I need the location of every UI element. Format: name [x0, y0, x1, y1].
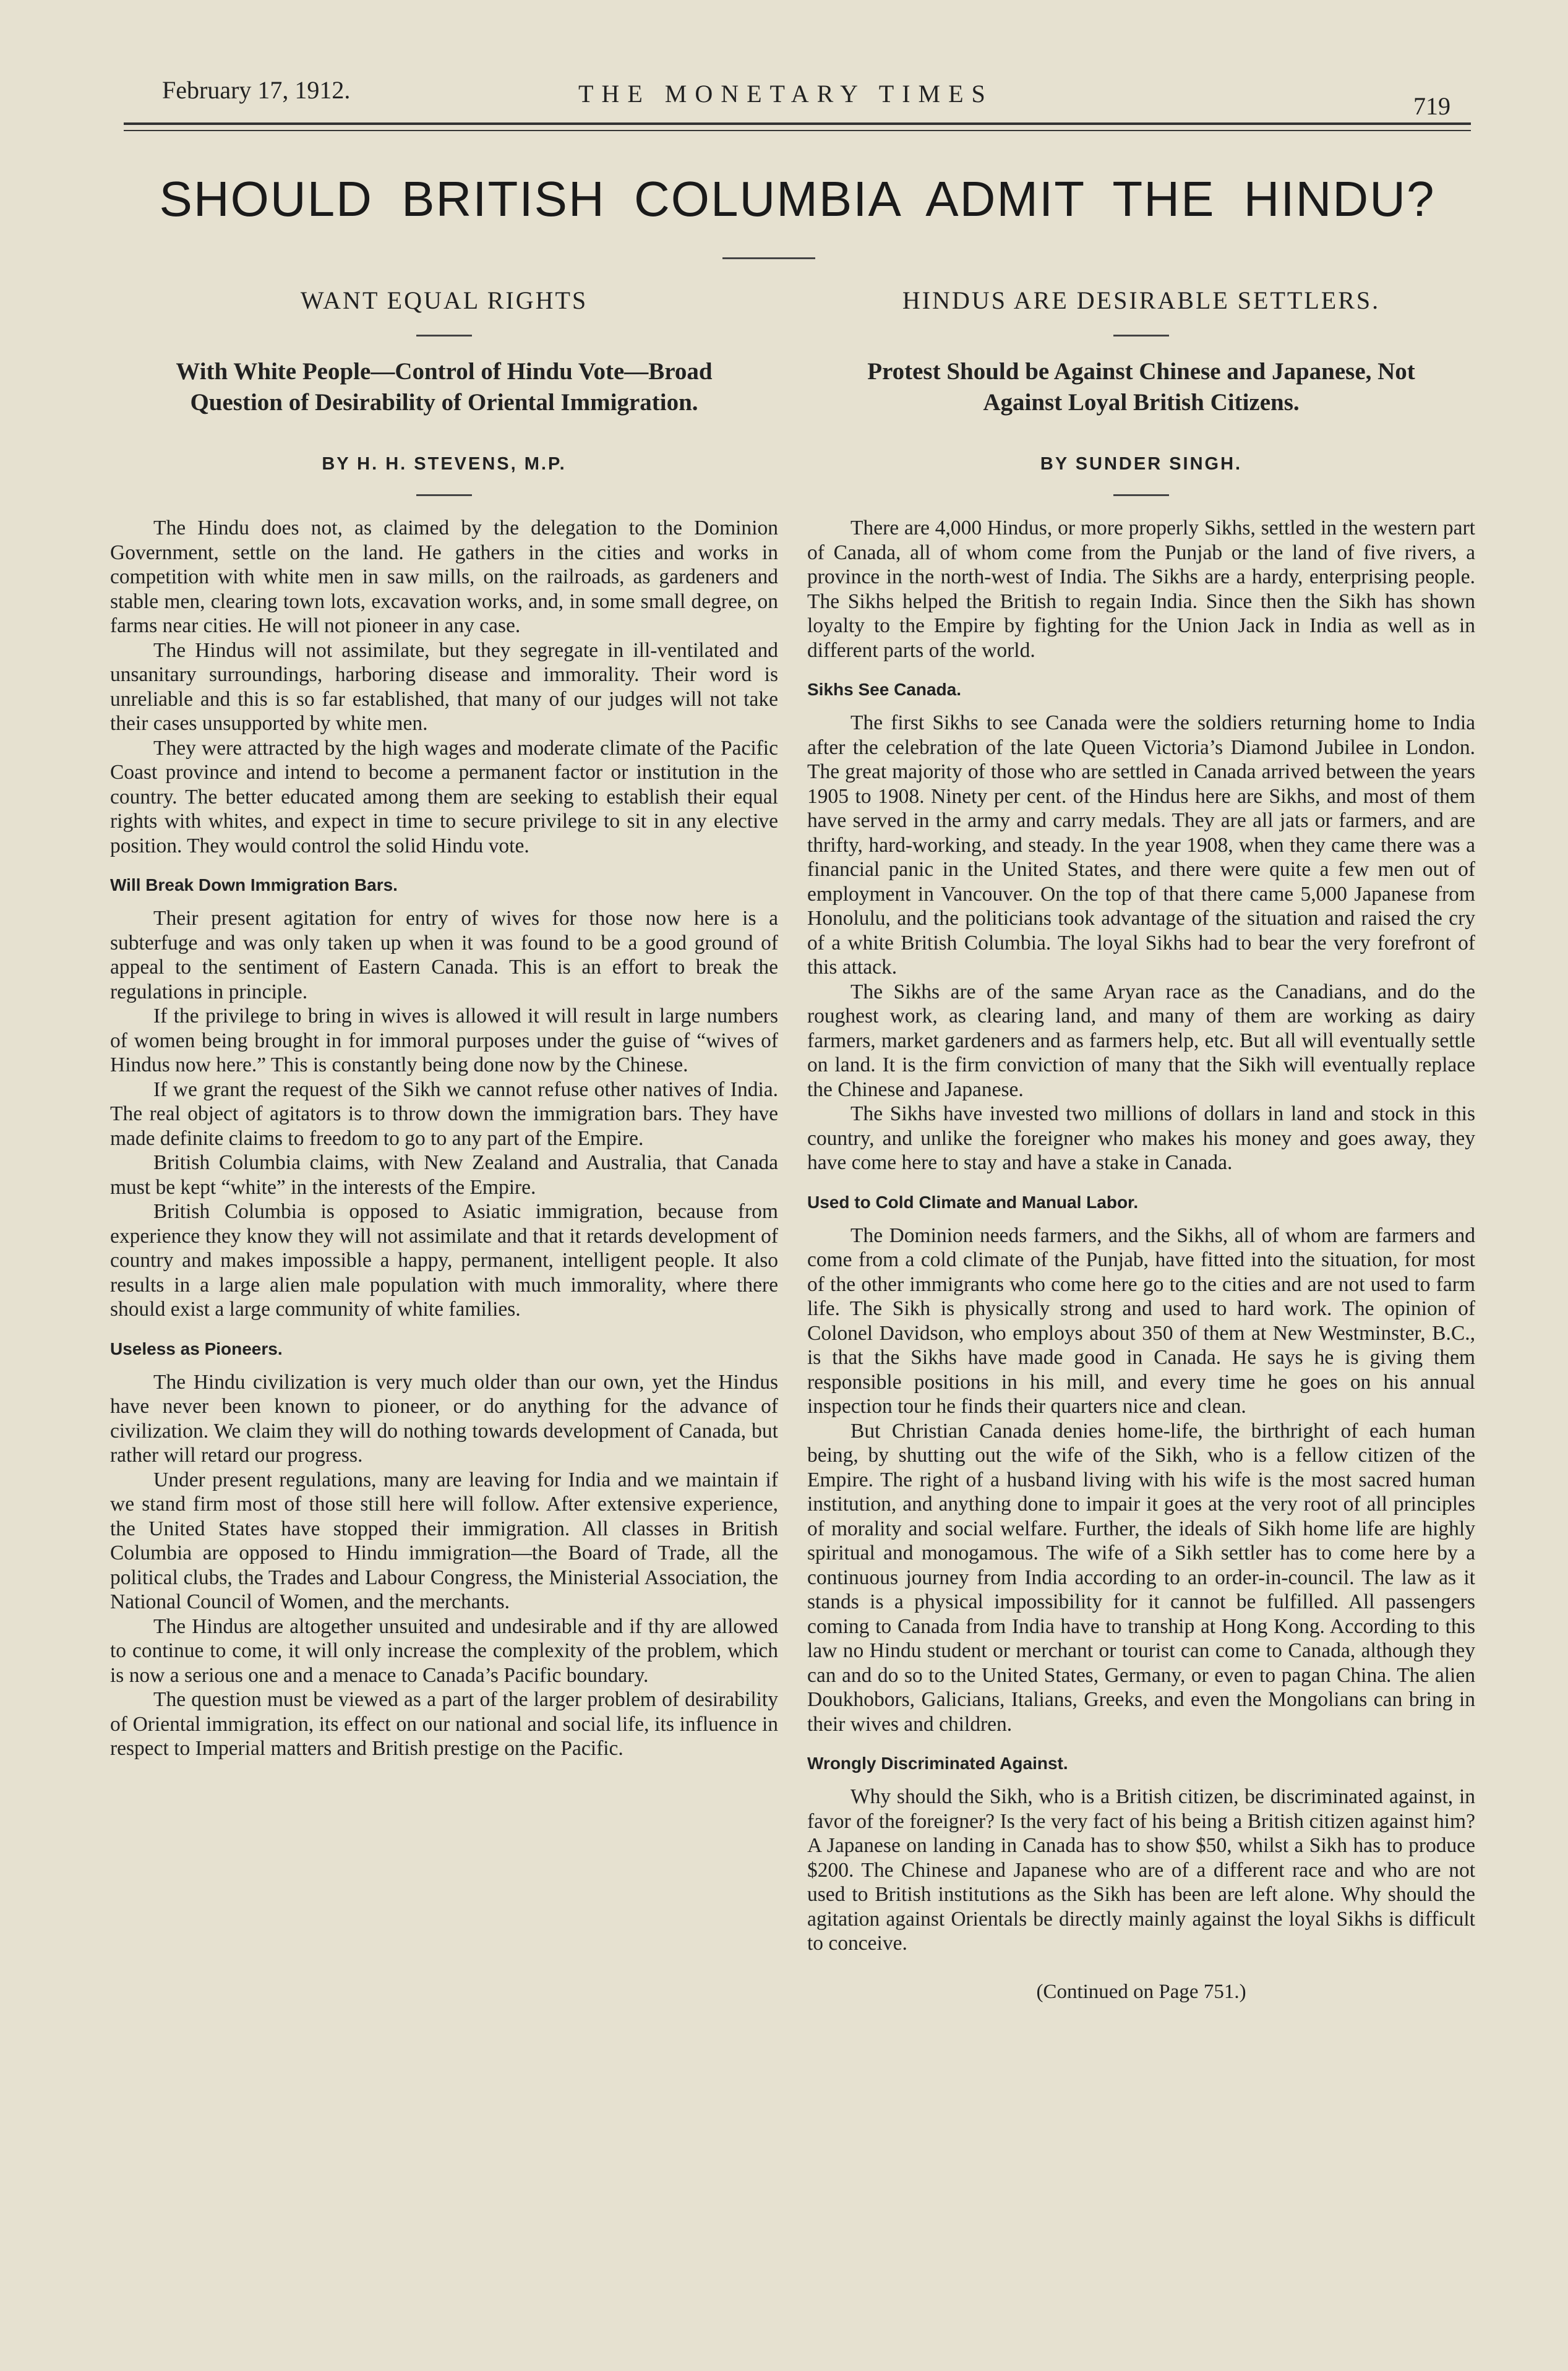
paragraph: The Hindus are altogether unsuited and undesirable and if thy are allowed to continue to come, it will only increase the complexity of the problem, which is now a serious one and a menace to Canada’s Pacific boundary. — [110, 1614, 778, 1687]
subheading: Used to Cold Climate and Manual Labor. — [807, 1192, 1139, 1212]
paragraph: The Sikhs are of the same Aryan race as the Canadians, and do the roughest work, as clearing land, and many of them are working as dairy farmers, market gardeners and as farmers help, etc. But all will eventually settle on land. It is the firm conviction of many that the Sikh will eventually replace the Chinese and Japanese. — [807, 980, 1475, 1101]
paragraph: Under present regulations, many are leaving for India and we maintain if we stand firm most of those still here will follow. After extensive experience, the United States have stopped their immigration. All classes in British Columbia are opposed to Hindu immigration—the Board of Trade, all the political clubs, the Trades and Labour Congress, the Ministerial Association, the National Council of Women, and the merchants. — [110, 1468, 778, 1613]
paragraph: The question must be viewed as a part of the larger problem of desirability of Oriental immigration, its effect on our national and social life, its influence in respect to Imperial matters and British prestige on the Pacific. — [110, 1688, 778, 1760]
masthead: THE MONETARY TIMES — [578, 80, 993, 108]
page-number: 719 — [1413, 92, 1450, 120]
left-byline-rule — [416, 494, 472, 496]
paragraph: The Hindus will not assimilate, but they segregate in ill-ventilated and unsanitary surroundings, harboring disease and immorality. Their word is unreliable and this is so far established, that many of our judges will not take their cases unsupported by white men. — [110, 638, 778, 735]
article-left — [110, 286, 778, 1761]
header-rule-thick — [124, 122, 1471, 125]
subheading: Sikhs See Canada. — [807, 680, 962, 699]
subheading: Useless as Pioneers. — [110, 1339, 283, 1358]
continued-note: (Continued on Page 751.) — [1036, 1980, 1246, 2003]
article-right — [807, 286, 1475, 2004]
left-deck: With White People—Control of Hindu Vote—Broad Question of Desirability of Oriental Immigration. — [176, 358, 713, 416]
right-byline-rule — [1113, 494, 1169, 496]
right-deck: Protest Should be Against Chinese and Japanese, Not Against Loyal British Citizens. — [867, 358, 1415, 416]
paragraph: British Columbia claims, with New Zealand and Australia, that Canada must be kept “white” in the interests of the Empire. — [110, 1151, 778, 1199]
headline-rule — [722, 257, 815, 259]
page-headline: SHOULD BRITISH COLUMBIA ADMIT THE HINDU? — [159, 171, 1436, 226]
right-kicker-rule — [1113, 335, 1169, 337]
paragraph: But Christian Canada denies home-life, the birthright of each human being, by shutting out the wife of the Sikh, who is a fellow citizen of the Empire. The right of a husband living with his wife is the most sacred human institution, and anything done to impair it goes at the very root of all principles of morality and social welfare. Further, the ideals of Sikh home life are highly spiritual and monogamous. The wife of a Sikh settler has to come here by a continuous journey from India according to an order-in-council. The law as it stands is a physical impossibility for it cannot be fulfilled. All passengers coming to Canada from India have to tranship at Hong Kong. According to this law no Hindu student or merchant or tourist can come to Canada, although they can and do so to the United States, Germany, or even to pagan China. The alien Doukhobors, Galicians, Italians, Greeks, and even the Mongolians can bring in their wives and children. — [807, 1419, 1475, 1736]
issue-date: February 17, 1912. — [162, 76, 351, 104]
paragraph: The Dominion needs farmers, and the Sikhs, all of whom are farmers and come from a cold climate of the Punjab, have fitted into the situation, for most of the other immigrants who come here go to the cities and are not used to farm life. The Sikh is physically strong and used to hard work. The opinion of Colonel Davidson, who employs about 350 of them at New Westminster, B.C., is that the Sikhs have made good in Canada. He says he is giving them responsible positions in his mill, and every time he goes on his annual inspection tour he finds their quarters nice and clean. — [807, 1224, 1475, 1418]
paragraph: Their present agitation for entry of wives for those now here is a subterfuge and was only taken up when it was found to be a good ground of appeal to the sentiment of Eastern Canada. This is an effort to break the regulations in principle. — [110, 907, 778, 1003]
paragraph: They were attracted by the high wages and moderate climate of the Pacific Coast province and intend to become a permanent factor or institution in the country. The better educated among them are seeking to establish their equal rights with whites, and expect in time to secure privilege to sit in any elective position. They would control the solid Hindu vote. — [110, 736, 778, 857]
right-byline: BY SUNDER SINGH. — [1040, 454, 1243, 474]
paragraph: The Hindu civilization is very much older than our own, yet the Hindus have never been known to pioneer, or do anything for the advance of civilization. We claim they will do nothing towards development of Canada, but rather will retard our progress. — [110, 1370, 778, 1467]
left-body — [110, 516, 778, 1761]
paragraph: Why should the Sikh, who is a British citizen, be discriminated against, in favor of the foreigner? Is the very fact of his being a British citizen against him? A Japanese on landing in Canada has to show $50, whilst a Sikh has to produce $200. The Chinese and Japanese who are of a different race and who are not used to British institutions as the Sikh has been are left alone. Why should the agitation against Orientals be directly mainly against the loyal Sikhs is difficult to conceive. — [807, 1785, 1475, 1955]
paragraph: The first Sikhs to see Canada were the soldiers returning home to India after the celebration of the late Queen Victoria’s Diamond Jubilee in London. The great majority of those who are settled in Canada arrived between the years 1905 to 1908. Ninety per cent. of the Hindus here are Sikhs, and most of them have served in the army and carry medals. They are all jats or farmers, and are thrifty, hard-working, and steady. In the year 1908, when they came there was a financial panic in the United States, and there were quite a few men out of employment in Vancouver. On the top of that there came 5,000 Japanese from Honolulu, and the politicians took advantage of the situation and raised the cry of a white British Columbia. The loyal Sikhs had to bear the very forefront of this attack. — [807, 711, 1475, 979]
right-body — [807, 516, 1475, 2004]
paragraph: There are 4,000 Hindus, or more properly Sikhs, settled in the western part of Canada, all of whom come from the Punjab or the land of five rivers, a province in the north-west of India. The Sikhs are a hardy, enterprising people. The Sikhs helped the British to regain India. Since then the Sikh has shown loyalty to the Empire by fighting for the Union Jack in India as well as in different parts of the world. — [807, 517, 1475, 662]
header-rule-thin — [124, 130, 1471, 131]
paragraph: British Columbia is opposed to Asiatic immigration, because from experience they know they will not assimilate and that it retards development of country and makes impossible a happy, permanent, intelligent people. It also results in a large alien male population with much immorality, where there should exist a large community of white families. — [110, 1200, 778, 1321]
subheading: Will Break Down Immigration Bars. — [110, 875, 398, 894]
paragraph: The Hindu does not, as claimed by the delegation to the Dominion Government, settle on the land. He gathers in the cities and works in competition with white men in saw mills, on the railroads, as gardeners and stable men, clearing town lots, excavation works, and, in some small degree, on farms near cities. He will not pioneer in any case. — [110, 517, 778, 637]
paragraph: If the privilege to bring in wives is allowed it will result in large numbers of women being brought in for immoral purposes under the guise of “wives of Hindus now here.” This is constantly being done now by the Chinese. — [110, 1005, 778, 1076]
left-kicker: WANT EQUAL RIGHTS — [300, 286, 588, 314]
paragraph: The Sikhs have invested two millions of dollars in land and stock in this country, and unlike the foreigner who makes his money and goes away, they have come here to stay and have a stake in Canada. — [807, 1102, 1475, 1174]
left-kicker-rule — [416, 335, 472, 337]
subheading: Wrongly Discriminated Against. — [807, 1754, 1068, 1773]
right-kicker: HINDUS ARE DESIRABLE SETTLERS. — [902, 286, 1381, 314]
paragraph: If we grant the request of the Sikh we cannot refuse other natives of India. The real object of agitators is to throw down the immigration bars. They have made definite claims to freedom to go to any part of the Empire. — [110, 1078, 778, 1150]
left-byline: BY H. H. STEVENS, M.P. — [322, 454, 567, 474]
